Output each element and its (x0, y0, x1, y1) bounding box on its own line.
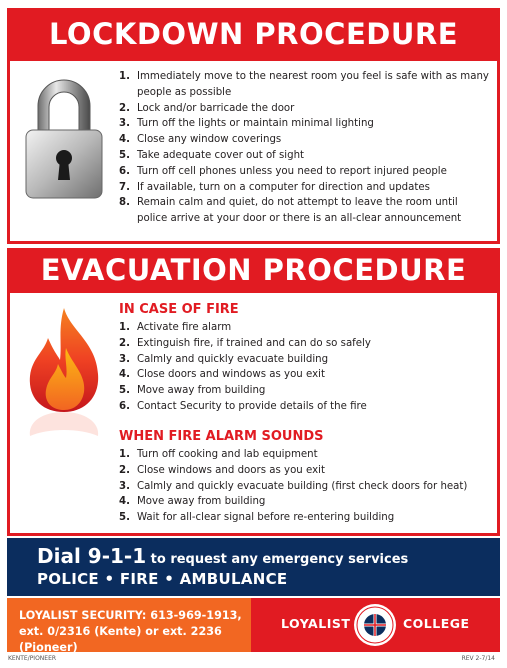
dial-description: to request any emergency services (146, 552, 409, 567)
college-logo (251, 598, 500, 652)
list-item: 2. Extinguish fire, if trained and can do so safely (119, 337, 371, 349)
emergency-bar (7, 538, 500, 596)
list-item: 2. Close windows and doors as you exit (119, 464, 325, 476)
flame-icon (18, 300, 110, 460)
fire-heading: IN CASE OF FIRE (119, 302, 239, 317)
college-seal-icon (353, 603, 397, 647)
padlock-icon (18, 68, 110, 216)
alarm-heading: WHEN FIRE ALARM SOUNDS (119, 429, 324, 444)
list-item: 5. Wait for all-clear signal before re-entering building (119, 512, 395, 524)
list-item: 1. Immediately move to the nearest room you feel is safe with as many people as possible (119, 71, 489, 98)
alarm-steps-list (119, 447, 494, 526)
fire-steps-list (119, 320, 489, 415)
list-item: 3. Turn off the lights or maintain minimal lighting (119, 118, 374, 130)
list-item: 6. Turn off cell phones unless you need to report injured people (119, 165, 447, 177)
footer-campus: KENTE/PIONEER (8, 655, 57, 662)
security-contact (7, 598, 251, 652)
list-item: 1. Turn off cooking and lab equipment (119, 449, 318, 460)
dial-number: Dial 9-1-1 (37, 544, 147, 568)
security-line-1: LOYALIST SECURITY: 613-969-1913, (19, 609, 242, 622)
list-item: 4. Close any window coverings (119, 134, 282, 146)
dial-line (37, 544, 408, 568)
college-name-left: LOYALIST (281, 616, 351, 631)
evacuation-title: EVACUATION PROCEDURE (7, 248, 500, 292)
list-item: 1. Activate fire alarm (119, 322, 232, 333)
list-item: 6. Contact Security to provide details of the fire (119, 400, 367, 412)
list-item: 5. Move away from building (119, 385, 266, 397)
list-item: 7. If available, turn on a computer for direction and updates (119, 181, 430, 193)
list-item: 4. Close doors and windows as you exit (119, 369, 325, 381)
list-item: 3. Calmly and quickly evacuate building (119, 353, 329, 365)
security-line-2: ext. 0/2316 (Kente) or ext. 2236 (Pioneer) (19, 625, 222, 654)
list-item: 3. Calmly and quickly evacuate building (first check doors for heat) (119, 480, 468, 492)
emergency-services: POLICE • FIRE • AMBULANCE (37, 570, 288, 588)
list-item: 5. Take adequate cover out of sight (119, 149, 305, 161)
lockdown-steps-list (119, 69, 489, 227)
list-item: 2. Lock and/or barricade the door (119, 102, 295, 114)
list-item: 4. Move away from building (119, 496, 266, 508)
lockdown-title: LOCKDOWN PROCEDURE (7, 8, 500, 60)
college-name-right: COLLEGE (403, 616, 470, 631)
footer-revision: REV 2-7/14 (461, 655, 495, 662)
list-item: 8. Remain calm and quiet, do not attempt to leave the room until police arrive at your door or there is an all-clear announcement (119, 197, 462, 225)
